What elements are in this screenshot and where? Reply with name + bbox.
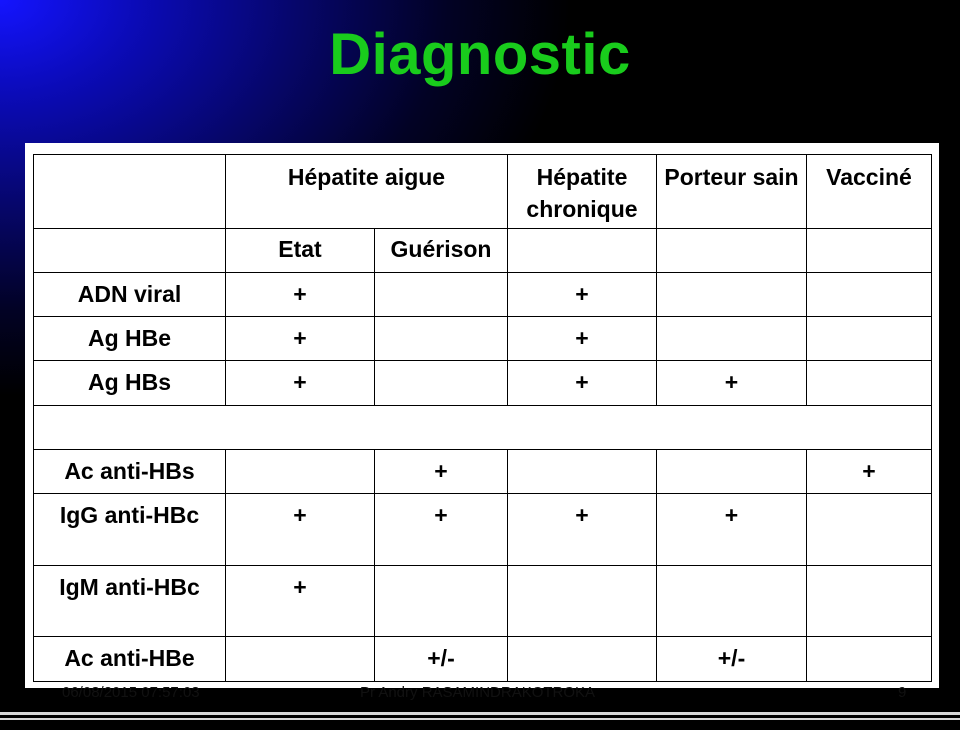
subheader-recovery: Guérison [375,229,508,273]
cell-acute-recovery [375,361,508,406]
serology-table [33,154,932,682]
header-row [34,155,932,229]
header-healthy-carrier: Porteur sain [657,155,807,229]
cell-carrier [657,566,807,637]
cell-carrier [657,273,807,317]
cell-acute-recovery: +/- [375,637,508,682]
subheader-empty-cell [508,229,657,273]
table-row [34,450,932,494]
subheader-empty-cell [807,229,932,273]
cell-chronic: + [508,494,657,566]
cell-carrier [657,317,807,361]
cell-acute-recovery [375,273,508,317]
header-acute-hepatitis: Hépatite aigue [226,155,508,229]
row-label: Ag HBe [34,317,226,361]
cell-acute-state [226,637,375,682]
cell-carrier: + [657,361,807,406]
cell-carrier [657,450,807,494]
cell-acute-state: + [226,361,375,406]
cell-vaccinated [807,566,932,637]
cell-vaccinated: + [807,450,932,494]
table-row [34,566,932,637]
cell-vaccinated [807,361,932,406]
row-label: IgM anti-HBc [34,566,226,637]
footer-divider [0,718,960,720]
cell-acute-state: + [226,317,375,361]
table-row [34,273,932,317]
cell-chronic: + [508,273,657,317]
row-label: Ac anti-HBs [34,450,226,494]
cell-vaccinated [807,273,932,317]
cell-carrier: + [657,494,807,566]
cell-vaccinated [807,637,932,682]
row-label: ADN viral [34,273,226,317]
cell-acute-state: + [226,566,375,637]
subheader-state: Etat [226,229,375,273]
header-vaccinated: Vacciné [807,155,932,229]
cell-chronic [508,566,657,637]
footer-date: 06/08/2015 07:57:03 [62,684,200,701]
cell-acute-state [226,450,375,494]
footer-divider [0,712,960,715]
spacer-cell [34,406,932,450]
cell-acute-state: + [226,494,375,566]
subheader-empty-cell [34,229,226,273]
footer-author: Pr Andry RASAMINDRAKOTROKA [360,684,596,701]
footer-page-number: 9 [898,684,907,701]
cell-acute-recovery [375,317,508,361]
subheader-empty-cell [657,229,807,273]
spacer-row [34,406,932,450]
cell-vaccinated [807,317,932,361]
row-label: IgG anti-HBc [34,494,226,566]
cell-chronic [508,450,657,494]
table-row [34,317,932,361]
cell-acute-recovery [375,566,508,637]
cell-chronic [508,637,657,682]
cell-acute-state: + [226,273,375,317]
header-empty-cell [34,155,226,229]
cell-carrier: +/- [657,637,807,682]
cell-vaccinated [807,494,932,566]
subheader-row [34,229,932,273]
cell-chronic: + [508,361,657,406]
header-chronic-hepatitis: Hépatite chronique [508,155,657,229]
table-row [34,494,932,566]
table-row [34,361,932,406]
cell-acute-recovery: + [375,450,508,494]
cell-acute-recovery: + [375,494,508,566]
row-label: Ag HBs [34,361,226,406]
table-row [34,637,932,682]
cell-chronic: + [508,317,657,361]
slide-title: Diagnostic [329,22,631,87]
row-label: Ac anti-HBe [34,637,226,682]
